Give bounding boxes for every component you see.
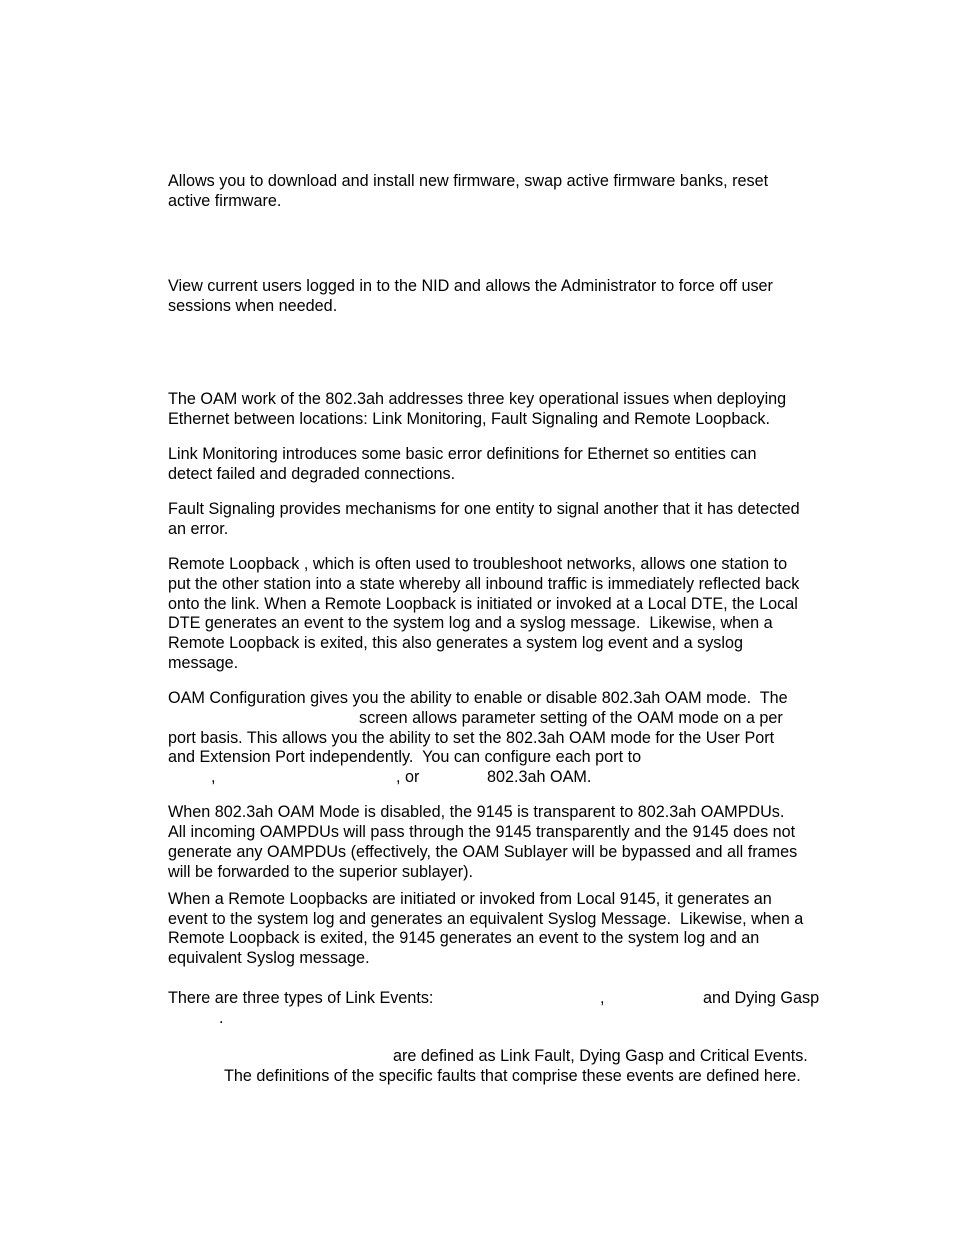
link-events-period: .: [219, 1009, 224, 1027]
oam-intro-line-1: The OAM work of the 802.3ah addresses three key operational issues when deploying: [168, 390, 787, 408]
link-events-suffix: and Dying Gasp: [703, 989, 820, 1007]
fault-signaling-line-2: an error.: [168, 520, 229, 538]
link-monitoring-line-2: detect failed and degraded connections.: [168, 465, 456, 483]
oam-config-line-3: port basis. This allows you the ability to set the 802.3ah OAM mode for the User Port: [168, 729, 775, 747]
oam-config-line-4: and Extension Port independently. You can configure each port to: [168, 748, 642, 766]
remote-loopback-line-2: put the other station into a state whereby all inbound traffic is immediately reflected back: [168, 575, 800, 593]
link-monitoring-line-1: Link Monitoring introduces some basic error definitions for Ethernet so entities can: [168, 445, 757, 463]
remote-loopback-line-4: DTE generates an event to the system log and a syslog message. Likewise, when a: [168, 614, 773, 632]
firmware-text-line-2: active firmware.: [168, 192, 282, 210]
remote-loopbacks-local-line-3: Remote Loopback is exited, the 9145 generates an event to the system log and an: [168, 929, 760, 947]
remote-loopbacks-local-line-4: equivalent Syslog message.: [168, 949, 370, 967]
oam-disabled-line-2: All incoming OAMPDUs will pass through the 9145 transparently and the 9145 does not: [168, 823, 796, 841]
remote-loopbacks-local-line-2: event to the system log and generates an equivalent Syslog Message. Likewise, when a: [168, 910, 804, 928]
oam-config-line-5-comma: ,: [211, 768, 216, 786]
oam-config-line-5-or: , or: [396, 768, 420, 786]
oam-disabled-line-1: When 802.3ah OAM Mode is disabled, the 9145 is transparent to 802.3ah OAMPDUs.: [168, 803, 785, 821]
oam-disabled-line-4: will be forwarded to the superior sublayer).: [168, 863, 474, 881]
sessions-text-line-2: sessions when needed.: [168, 297, 338, 315]
remote-loopback-line-6: message.: [168, 654, 239, 672]
oam-config-line-2: screen allows parameter setting of the OAM mode on a per: [359, 709, 783, 727]
oam-disabled-line-3: generate any OAMPDUs (effectively, the OAM Sublayer will be bypassed and all frames: [168, 843, 798, 861]
oam-config-line-5-end: 802.3ah OAM.: [487, 768, 592, 786]
critical-events-line-2: The definitions of the specific faults that comprise these events are defined here.: [224, 1067, 801, 1085]
link-events-comma: ,: [600, 989, 605, 1007]
remote-loopback-line-3: onto the link. When a Remote Loopback is initiated or invoked at a Local DTE, the Local: [168, 595, 798, 613]
remote-loopback-line-1: Remote Loopback , which is often used to troubleshoot networks, allows one station to: [168, 555, 788, 573]
sessions-text-line-1: View current users logged in to the NID and allows the Administrator to force off user: [168, 277, 773, 295]
critical-events-line-1: are defined as Link Fault, Dying Gasp and Critical Events.: [393, 1047, 808, 1065]
oam-config-line-1: OAM Configuration gives you the ability to enable or disable 802.3ah OAM mode. The: [168, 689, 788, 707]
link-events-prefix: There are three types of Link Events:: [168, 989, 434, 1007]
remote-loopback-line-5: Remote Loopback is exited, this also generates a system log event and a syslog: [168, 634, 743, 652]
remote-loopbacks-local-line-1: When a Remote Loopbacks are initiated or invoked from Local 9145, it generates an: [168, 890, 772, 908]
oam-intro-line-2: Ethernet between locations: Link Monitoring, Fault Signaling and Remote Loopback.: [168, 410, 771, 428]
fault-signaling-line-1: Fault Signaling provides mechanisms for one entity to signal another that it has detected: [168, 500, 800, 518]
firmware-text-line-1: Allows you to download and install new firmware, swap active firmware banks, reset: [168, 172, 769, 190]
